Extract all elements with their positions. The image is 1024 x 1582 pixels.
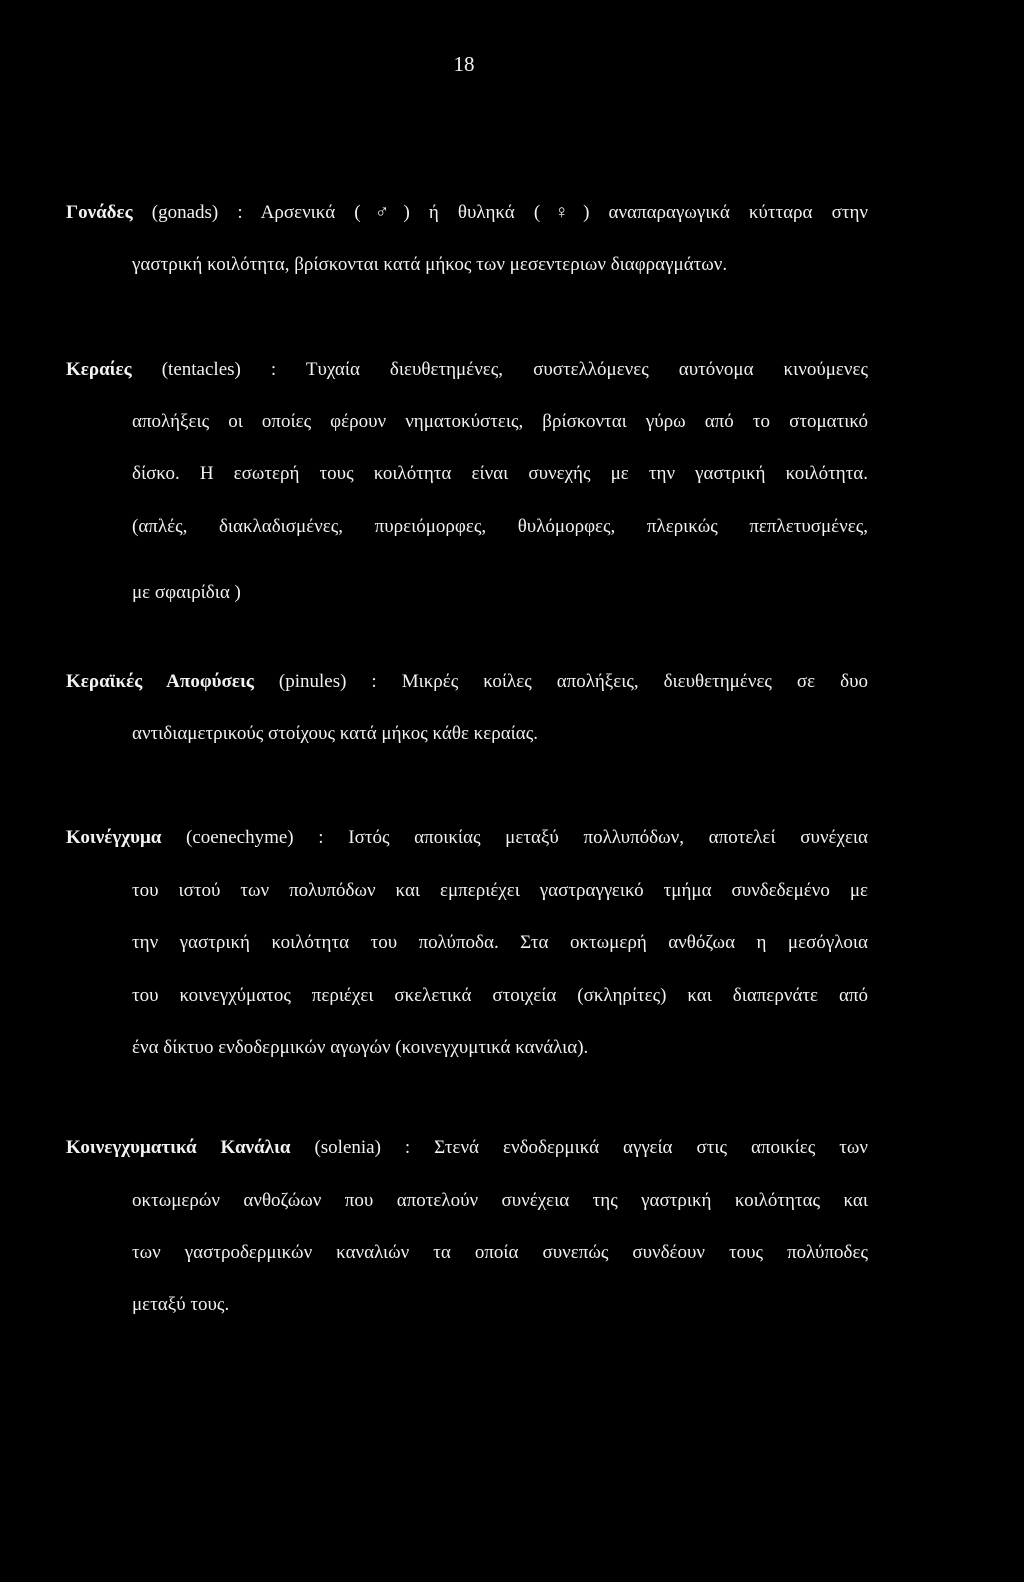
entry-line: του κοινεγχύματος περιέχει σκελετικά στοιχεία (σκληρίτες) και διαπερνάτε από: [132, 985, 868, 1006]
entry-first-line: [66, 355, 868, 385]
entry-line: αντιδιαμετρικούς στοίχους κατά μήκος κάθε κεραίας.: [132, 723, 539, 744]
entry-line: των γαστροδερμικών καναλιών τα οποία συνεπώς συνδέουν τους πολύποδες: [132, 1242, 868, 1263]
entry-first-line: [66, 1133, 868, 1163]
entry-term: Κοινέγχυμα: [66, 827, 162, 848]
entry-line: ένα δίκτυο ενδοδερμικών αγωγών (κοινεγχυμτικά κανάλια).: [132, 1037, 589, 1058]
entry-term: Γονάδες: [66, 202, 133, 223]
entry-line: (απλές, διακλαδισμένες, πυρειόμορφες, θυλόμορφες, πλερικώς πεπλετυσμένες,: [132, 516, 868, 537]
entry-line: του ιστού των πολυπόδων και εμπεριέχει γαστραγγεικό τμήμα συνδεδεμένο με: [132, 880, 868, 901]
entry-line: γαστρική κοιλότητα, βρίσκονται κατά μήκος των μεσεντεριων διαφραγμάτων.: [132, 254, 728, 275]
entry-line: δίσκο. Η εσωτερή τους κοιλότητα είναι συνεχής με την γαστρική κοιλότητα.: [132, 463, 868, 484]
entry-definition-start: (pinules) : Μικρές κοίλες απολήξεις, διευθετημένες σε δυο: [253, 671, 869, 692]
entry-term: Κεραίες: [66, 359, 132, 380]
entry-term: Κοινεγχυματικά Κανάλια: [66, 1137, 291, 1158]
page-number: 18: [453, 52, 475, 76]
entry-first-line: [66, 667, 868, 697]
entry-definition-start: (tentacles) : Τυχαία διευθετημένες, συστελλόμενες αυτόνομα κινούμενες: [131, 359, 868, 380]
entry-definition-start: (gonads) : Αρσενικά (♂) ή θυληκά (♀) αναπαραγωγικά κύτταρα στην: [132, 202, 868, 223]
entry-line: μεταξύ τους.: [132, 1294, 230, 1315]
entry-first-line: [66, 198, 868, 228]
entry-definition-start: (solenia) : Στενά ενδοδερμικά αγγεία στις αποικίες των: [290, 1137, 869, 1158]
entry-line: την γαστρική κοιλότητα του πολύποδα. Στα οκτωμερή ανθόζωα η μεσόγλοια: [132, 932, 868, 953]
entry-line: απολήξεις οι οποίες φέρουν νηματοκύστεις, βρίσκονται γύρω από το στοματικό: [132, 411, 868, 432]
entry-line: οκτωμερών ανθοζώων που αποτελούν συνέχεια της γαστρική κοιλότητας και: [132, 1190, 868, 1211]
entry-first-line: [66, 823, 868, 853]
entry-definition-start: (coenechyme) : Ιστός αποικίας μεταξύ πολλυπόδων, αποτελεί συνέχεια: [161, 827, 868, 848]
entry-term: Κεραϊκές Αποφύσεις: [66, 671, 254, 692]
entry-line: με σφαιρίδια ): [132, 582, 241, 603]
